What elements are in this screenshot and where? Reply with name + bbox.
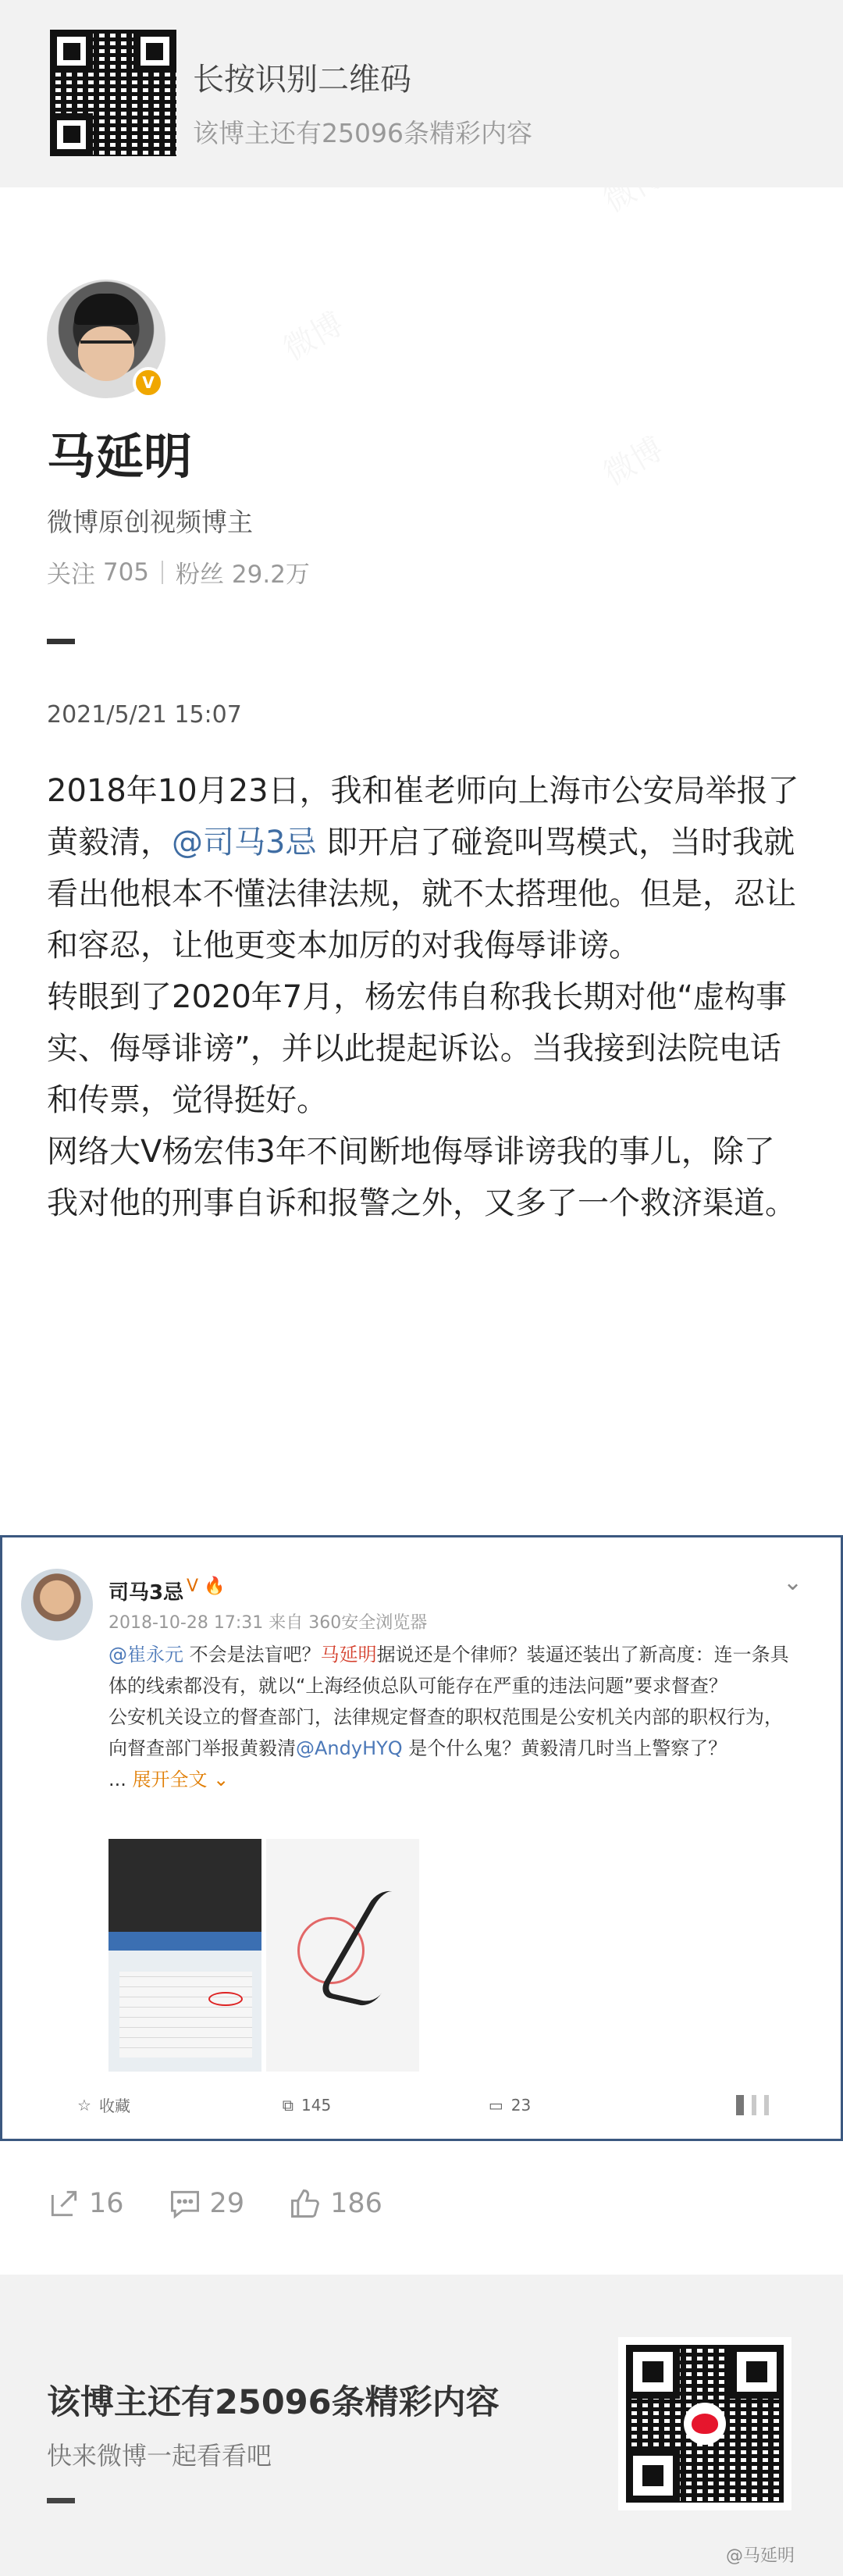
scroll-indicator	[736, 2093, 830, 2116]
post-paragraph: 2018年10月23日，我和崔老师向上海市公安局举报了黄毅清，@司马3忌 即开启了碰瓷叫骂模式，当时我就看出他根本不懂法律法规，就不太搭理他。但是，忍让和容忍，让他更变本加厉的对我侮辱诽谤。	[47, 773, 799, 964]
following-label: 关注	[47, 561, 95, 589]
followers-count[interactable]: 29.2万	[231, 561, 310, 589]
comment-button[interactable]	[168, 2186, 245, 2221]
verified-badge-icon: V	[133, 367, 164, 398]
embedded-action-bar: ☆ 收藏 ⧉ 145 ▭ 23	[2, 2093, 843, 2116]
embedded-badges: V 🔥	[187, 1577, 226, 1596]
post-paragraph: 网络大V杨宏伟3年不间断地侮辱诽谤我的事儿，除了我对他的刑事自诉和报警之外，又多了一个救济渠道。	[47, 1134, 796, 1221]
chevron-down-icon: ⌄	[783, 1569, 803, 1596]
qr-banner-title: 长按识别二维码	[193, 62, 411, 98]
followers-label: 粉丝	[176, 561, 225, 589]
section-divider	[47, 639, 75, 644]
top-qr-banner[interactable]	[0, 0, 843, 187]
like-button[interactable]	[288, 2186, 382, 2221]
watermark-weibo	[274, 300, 350, 369]
embedded-text: @崔永元 不会是法盲吧？马延明据说还是个律师？装逼还装出了新高度：连一条具体的线索都没有，就以“上海经侦总队可能存在严重的违法问题”要求督查？ 公安机关设立的督查部门，法律规定督查的职权范围是公安机关内部的职权行为，向督查部门举报黄毅清@AndyHYQ 是个什么鬼？黄毅清几时当上警察了？ ... 展开全文 ⌄	[108, 1644, 789, 1790]
like-count: 186	[330, 2188, 382, 2219]
watermark-weibo	[594, 425, 670, 494]
thumbs-up-icon	[288, 2186, 322, 2221]
author-name[interactable]: 马延明	[47, 428, 193, 485]
following-count[interactable]: 705	[102, 558, 150, 586]
embedded-photo	[266, 1839, 419, 2072]
comment-count: 29	[209, 2188, 245, 2219]
post-timestamp: 2021/5/21 15:07	[47, 701, 242, 729]
author-stats	[47, 554, 310, 590]
embedded-meta: 2018-10-28 17:31 来自 360安全浏览器	[108, 1613, 428, 1633]
comment-icon	[168, 2186, 202, 2221]
bottom-banner-title: 该博主还有25096条精彩内容	[47, 2383, 500, 2422]
author-description: 微博原创视频博主	[47, 507, 253, 537]
repost-icon: ⧉	[282, 2095, 294, 2115]
embedded-avatar	[21, 1569, 93, 1641]
qr-code[interactable]	[618, 2337, 791, 2510]
repost-count: 16	[89, 2188, 124, 2219]
mention-link[interactable]: @司马3忌	[172, 825, 317, 860]
embedded-author-name: 司马3忌	[108, 1581, 184, 1605]
stats-divider	[162, 561, 163, 584]
section-divider	[47, 2498, 75, 2503]
post-paragraph: 转眼到了2020年7月，杨宏伟自称我长期对他“虚构事实、侮辱诽谤”，并以此提起诉讼。当我接到法院电话和传票，觉得挺好。	[47, 979, 787, 1118]
weibo-logo-icon	[684, 2403, 726, 2445]
qr-code[interactable]	[50, 30, 176, 156]
bottom-qr-banner[interactable]	[0, 2275, 843, 2576]
qr-banner-subtitle: 该博主还有25096条精彩内容	[193, 118, 532, 148]
star-icon: ☆	[77, 2095, 91, 2115]
post-body	[47, 765, 804, 1229]
post-action-bar	[47, 2186, 426, 2221]
bottom-banner-subtitle: 快来微博一起看看吧	[47, 2441, 272, 2471]
embedded-photo	[108, 1839, 261, 2072]
embedded-screenshot[interactable]	[0, 1535, 843, 2141]
repost-button[interactable]	[47, 2186, 124, 2221]
repost-icon	[47, 2186, 81, 2221]
author-watermark: @马延明	[726, 2546, 795, 2566]
comment-icon: ▭	[488, 2095, 503, 2115]
